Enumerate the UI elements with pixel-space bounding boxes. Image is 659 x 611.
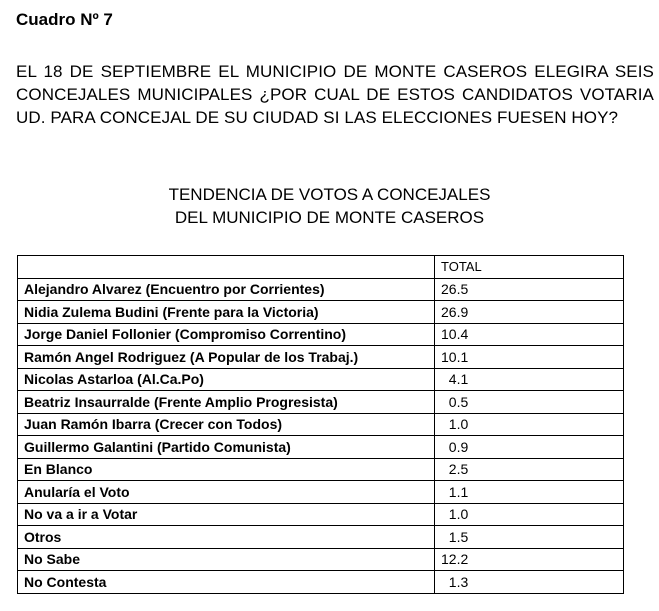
candidate-name-cell: Otros — [18, 526, 435, 549]
results-table — [17, 255, 624, 594]
table-row — [18, 503, 624, 526]
vote-total-cell: 0.9 — [435, 436, 624, 459]
vote-total-cell: 4.1 — [435, 368, 624, 391]
vote-total-cell: 26.9 — [435, 301, 624, 324]
candidate-name-cell: Nicolas Astarloa (Al.Ca.Po) — [18, 368, 435, 391]
vote-total-cell: 12.2 — [435, 548, 624, 571]
candidate-name-cell: Beatriz Insaurralde (Frente Amplio Progresista) — [18, 391, 435, 414]
candidate-name-cell: Anularía el Voto — [18, 481, 435, 504]
vote-total-cell: 1.1 — [435, 481, 624, 504]
candidate-name-cell: Nidia Zulema Budini (Frente para la Victoria) — [18, 301, 435, 324]
candidate-name-cell: En Blanco — [18, 458, 435, 481]
vote-total-cell: 0.5 — [435, 391, 624, 414]
table-row — [18, 413, 624, 436]
candidate-name-cell: Ramón Angel Rodriguez (A Popular de los Trabaj.) — [18, 346, 435, 369]
table-header-row — [18, 256, 624, 279]
table-title — [0, 183, 659, 229]
table-row — [18, 323, 624, 346]
candidate-name-cell: Alejandro Alvarez (Encuentro por Corrientes) — [18, 278, 435, 301]
candidate-name-cell: No va a ir a Votar — [18, 503, 435, 526]
table-row — [18, 458, 624, 481]
table-row — [18, 391, 624, 414]
table-title-line-2: DEL MUNICIPIO DE MONTE CASEROS — [174, 208, 485, 227]
vote-total-cell: 1.0 — [435, 503, 624, 526]
candidate-name-cell: Guillermo Galantini (Partido Comunista) — [18, 436, 435, 459]
table-row — [18, 526, 624, 549]
survey-question: EL 18 DE SEPTIEMBRE EL MUNICIPIO DE MONTE CASEROS ELEGIRA SEIS CONCEJALES MUNICIPALES ¿POR CUAL DE ESTOS CANDIDATOS VOTARIA UD. PARA CONCEJAL DE SU CIUDAD SI LAS ELECCIONES FUESEN HOY? — [16, 62, 654, 127]
vote-total-cell: 1.0 — [435, 413, 624, 436]
table-row — [18, 481, 624, 504]
vote-total-cell: 2.5 — [435, 458, 624, 481]
header-total-cell: TOTAL — [435, 256, 624, 279]
vote-total-cell: 26.5 — [435, 278, 624, 301]
vote-total-cell: 10.1 — [435, 346, 624, 369]
table-row — [18, 368, 624, 391]
table-row — [18, 301, 624, 324]
table-title-line-1: TENDENCIA DE VOTOS A CONCEJALES — [168, 185, 491, 204]
table-body — [18, 278, 624, 593]
candidate-name-cell: No Sabe — [18, 548, 435, 571]
header-candidate-cell — [18, 256, 435, 279]
table-row — [18, 548, 624, 571]
vote-total-cell: 1.3 — [435, 571, 624, 594]
vote-total-cell: 1.5 — [435, 526, 624, 549]
vote-total-cell: 10.4 — [435, 323, 624, 346]
document-title: Cuadro Nº 7 — [16, 10, 113, 29]
table-row — [18, 278, 624, 301]
candidate-name-cell: No Contesta — [18, 571, 435, 594]
table-row — [18, 346, 624, 369]
table-row — [18, 436, 624, 459]
table-row — [18, 571, 624, 594]
candidate-name-cell: Juan Ramón Ibarra (Crecer con Todos) — [18, 413, 435, 436]
candidate-name-cell: Jorge Daniel Follonier (Compromiso Correntino) — [18, 323, 435, 346]
